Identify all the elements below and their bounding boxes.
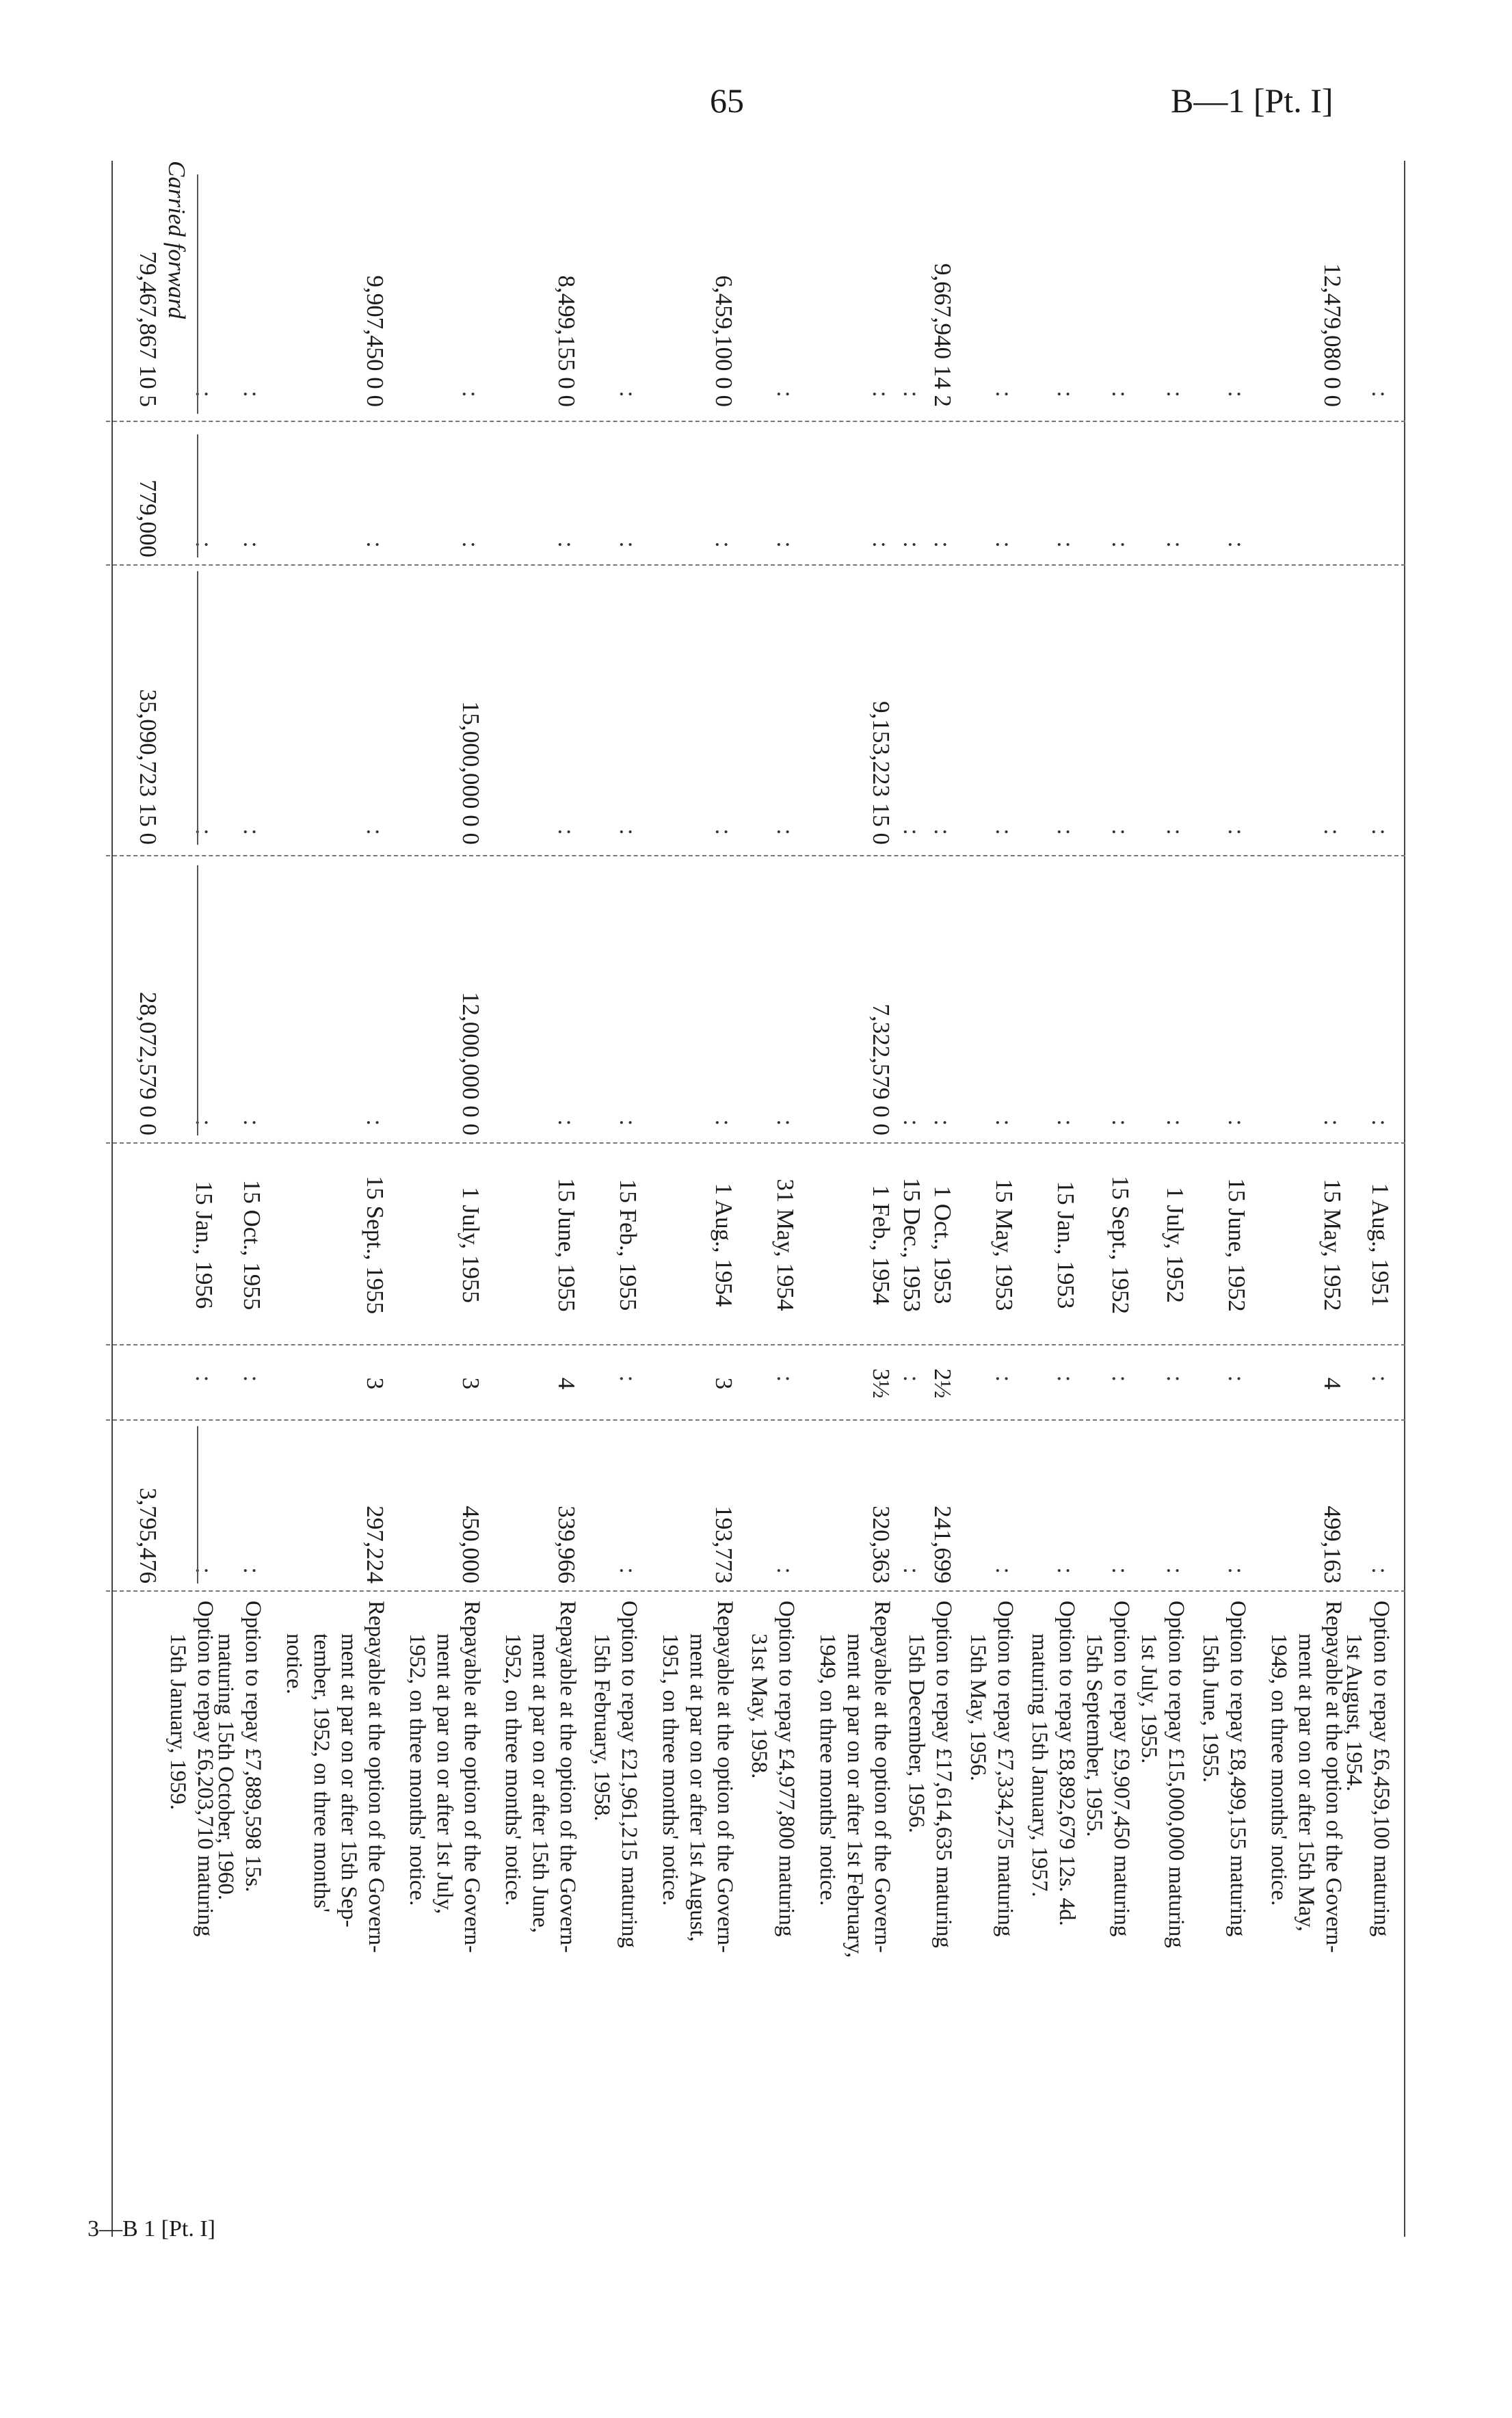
cell-remarks	[964, 1601, 1019, 2226]
remarks-line: Option to repay £6,459,100 maturing	[1369, 1601, 1394, 1937]
remarks-line: notice.	[282, 1633, 306, 1694]
cell-c1: 9,907,450 0 0	[362, 275, 388, 407]
cell-c7: :	[772, 1567, 799, 1583]
cell-c5: 1 Aug., 1954	[711, 1183, 737, 1307]
cell-remarks	[656, 1601, 739, 2226]
total-annual-charge: 3,795,476	[135, 1488, 161, 1583]
cell-c5: 1 Aug., 1951	[1367, 1183, 1394, 1307]
remarks-line: 1st July, 1955.	[1137, 1633, 1161, 1764]
cell-c2: :	[1052, 541, 1079, 557]
cell-c6: 3	[457, 1377, 484, 1390]
cell-c3: :	[772, 828, 799, 845]
cell-remarks	[164, 1601, 219, 2226]
remarks-line: Option to repay £7,334,275 maturing	[993, 1601, 1018, 1937]
cell-c4: :	[615, 1119, 641, 1135]
total-column-1: 79,467,867 10 5	[135, 251, 161, 407]
column-divider	[106, 564, 1405, 566]
footer-reference: 3—B 1 [Pt. I]	[88, 2216, 215, 2242]
cell-c3: :	[362, 828, 388, 845]
cell-c6: :	[1162, 1375, 1189, 1392]
cell-c4: :	[1162, 1119, 1189, 1135]
remarks-line: maturing 15th January, 1957.	[1027, 1633, 1052, 1897]
cell-c2: :	[1223, 541, 1250, 557]
cell-c1: :	[1367, 391, 1394, 407]
cell-c6: 4	[1319, 1377, 1346, 1390]
cell-remarks	[1080, 1601, 1135, 2226]
cell-c5: 15 Sept., 1955	[362, 1175, 388, 1315]
remarks-line: Repayable at the option of the Govern-	[1321, 1601, 1346, 1953]
remarks-line: 1949, on three months' notice.	[815, 1633, 840, 1906]
cell-c4: :	[1223, 1119, 1250, 1135]
cell-c2: :	[899, 541, 925, 557]
cell-c4: :	[929, 1119, 956, 1135]
cell-c3: :	[615, 828, 641, 845]
cell-c6: :	[991, 1375, 1018, 1392]
cell-c5: 15 Dec., 1953	[899, 1177, 925, 1313]
cell-c7: :	[1223, 1567, 1250, 1583]
remarks-line: Option to repay £7,889,598 15s.	[241, 1601, 265, 1893]
cell-c7: :	[615, 1567, 641, 1583]
cell-c4: 7,322,579 0 0	[868, 1003, 894, 1135]
cell-c5: 15 Feb., 1955	[615, 1179, 641, 1311]
cell-c6: 3½	[868, 1368, 894, 1399]
cell-c4: :	[239, 1119, 265, 1135]
cell-c4: :	[1319, 1119, 1346, 1135]
total-column-2: 779,000	[135, 479, 161, 557]
remarks-line: 1952, on three months' notice.	[501, 1633, 525, 1906]
cell-c5: 15 June, 1952	[1223, 1178, 1250, 1312]
cell-c1: :	[239, 391, 265, 407]
remarks-line: Option to repay £6,203,710 maturing	[193, 1601, 217, 1937]
cell-c2: :	[191, 541, 217, 557]
cell-c7: 297,224	[362, 1506, 388, 1583]
cell-c7: :	[1367, 1567, 1394, 1583]
table-bottom-rule	[111, 161, 113, 2237]
cell-c4: :	[711, 1119, 737, 1135]
cell-c7: 241,699	[929, 1506, 956, 1583]
cell-c3: :	[1319, 828, 1346, 845]
cell-c5: 1 Feb., 1954	[868, 1185, 894, 1305]
cell-c7: :	[1107, 1567, 1134, 1583]
cell-c1: :	[1052, 391, 1079, 407]
cell-c5: 15 Jan., 1953	[1052, 1181, 1079, 1309]
cell-c3: :	[1107, 828, 1134, 845]
cell-c4: :	[991, 1119, 1018, 1135]
cell-remarks	[588, 1601, 643, 2226]
cell-c5: 15 May, 1952	[1319, 1179, 1346, 1311]
cell-c1: 12,479,080 0 0	[1319, 263, 1346, 407]
cell-c5: 1 Oct., 1953	[929, 1185, 956, 1304]
cell-c7: :	[1162, 1567, 1189, 1583]
cell-c1: :	[1162, 391, 1189, 407]
cell-c7: 499,163	[1319, 1506, 1346, 1583]
cell-c4: :	[772, 1119, 799, 1135]
cell-c4: :	[1367, 1119, 1394, 1135]
cell-c7: :	[1052, 1567, 1079, 1583]
cell-c3: :	[1052, 828, 1079, 845]
cell-remarks	[1265, 1601, 1347, 2226]
remarks-line: ment at par on or after 15th June,	[528, 1633, 553, 1934]
remarks-line: 15th September, 1955.	[1082, 1633, 1106, 1837]
cell-c3: :	[553, 828, 580, 845]
cell-c7: :	[899, 1567, 925, 1583]
cell-c6: :	[1107, 1375, 1134, 1392]
cell-c2: :	[1162, 541, 1189, 557]
cell-remarks	[280, 1601, 390, 2226]
column-divider	[106, 1142, 1405, 1144]
remarks-line: 15th May, 1956.	[966, 1633, 990, 1782]
column-divider	[106, 421, 1405, 422]
remarks-line: ment at par on or after 15th Sep-	[336, 1633, 361, 1928]
remarks-line: Option to repay £4,977,800 maturing	[774, 1601, 799, 1937]
remarks-line: ment at par on or after 1st July,	[432, 1633, 457, 1915]
cell-c7: 339,966	[553, 1506, 580, 1583]
remarks-line: Option to repay £15,000,000 maturing	[1164, 1601, 1189, 1948]
cell-c3: :	[899, 828, 925, 845]
cell-c5: 15 June, 1955	[553, 1178, 580, 1312]
remarks-line: maturing 15th October, 1960.	[213, 1633, 238, 1901]
cell-c4: 12,000,000 0 0	[457, 992, 484, 1135]
total-rule	[197, 865, 198, 1135]
cell-c2: :	[772, 541, 799, 557]
cell-c3: :	[239, 828, 265, 845]
cell-c4: :	[1107, 1119, 1134, 1135]
cell-c2: :	[711, 541, 737, 557]
cell-c2: :	[239, 541, 265, 557]
total-rule	[197, 1426, 198, 1583]
cell-remarks	[745, 1601, 800, 2226]
cell-c7: 450,000	[457, 1506, 484, 1583]
cell-c1: 6,459,100 0 0	[711, 275, 737, 407]
cell-c2: :	[457, 541, 484, 557]
cell-remarks	[403, 1601, 486, 2226]
cell-c6: :	[1223, 1375, 1250, 1392]
remarks-line: 15th June, 1955.	[1198, 1633, 1223, 1783]
cell-c7: 193,773	[711, 1506, 737, 1583]
remarks-line: Option to repay £17,614,635 maturing	[931, 1601, 956, 1948]
cell-c5: 15 Jan., 1956	[191, 1181, 217, 1309]
cell-c6: :	[772, 1375, 799, 1392]
cell-c6: :	[615, 1375, 641, 1392]
cell-c2: :	[615, 541, 641, 557]
loans-table	[106, 161, 1405, 2237]
remarks-line: 15th January, 1959.	[165, 1633, 190, 1811]
cell-c2: :	[1107, 541, 1134, 557]
cell-remarks	[1197, 1601, 1251, 2226]
column-divider	[106, 855, 1405, 856]
cell-c6: :	[1367, 1375, 1394, 1392]
cell-remarks	[499, 1601, 581, 2226]
cell-c1: :	[868, 391, 894, 407]
remarks-line: 1952, on three months' notice.	[405, 1633, 429, 1906]
cell-c3: :	[991, 828, 1018, 845]
carried-forward-label: Carried forward	[163, 161, 190, 319]
cell-c3: :	[191, 828, 217, 845]
cell-c6: 3	[362, 1377, 388, 1390]
remarks-line: 1st August, 1954.	[1342, 1633, 1366, 1792]
remarks-line: tember, 1952, on three months'	[309, 1633, 334, 1913]
cell-c4: :	[191, 1119, 217, 1135]
cell-c6: 2½	[929, 1368, 956, 1399]
remarks-line: 1951, on three months' notice.	[658, 1633, 682, 1906]
page-number: 65	[710, 81, 744, 120]
cell-c3: :	[1162, 828, 1189, 845]
cell-remarks	[212, 1601, 267, 2226]
cell-c6: 4	[553, 1377, 580, 1390]
total-column-3: 35,090,723 15 0	[135, 689, 161, 845]
cell-c4: :	[553, 1119, 580, 1135]
total-column-4: 28,072,579 0 0	[135, 992, 161, 1135]
cell-c5: 31 May, 1954	[772, 1179, 799, 1311]
cell-c7: :	[239, 1567, 265, 1583]
remarks-line: ment at par on or after 1st February,	[843, 1633, 867, 1958]
column-divider	[106, 1590, 1405, 1592]
cell-c1: :	[191, 391, 217, 407]
remarks-line: Repayable at the option of the Govern-	[870, 1601, 894, 1953]
table-top-rule	[1404, 161, 1405, 2237]
cell-c7: 320,363	[868, 1506, 894, 1583]
cell-c3: :	[1367, 828, 1394, 845]
column-divider	[106, 1419, 1405, 1421]
cell-c3: :	[1223, 828, 1250, 845]
remarks-line: Option to repay £8,499,155 maturing	[1225, 1601, 1250, 1937]
cell-remarks	[814, 1601, 896, 2226]
remarks-line: Option to repay £9,907,450 maturing	[1109, 1601, 1134, 1937]
cell-c1: :	[1223, 391, 1250, 407]
remarks-line: Repayable at the option of the Govern-	[555, 1601, 580, 1953]
cell-c2: :	[929, 541, 956, 557]
remarks-line: 31st May, 1958.	[747, 1633, 771, 1779]
cell-c4: :	[899, 1119, 925, 1135]
cell-c6: :	[899, 1375, 925, 1392]
cell-remarks	[1026, 1601, 1080, 2226]
cell-c5: 15 Sept., 1952	[1107, 1175, 1134, 1315]
cell-c3: 9,153,223 15 0	[868, 701, 894, 845]
cell-c1: :	[1107, 391, 1134, 407]
remarks-line: ment at par on or after 1st August,	[685, 1633, 710, 1942]
cell-c5: 15 May, 1953	[991, 1179, 1018, 1311]
cell-c1: :	[991, 391, 1018, 407]
remarks-line: ment at par on or after 15th May,	[1294, 1633, 1318, 1932]
cell-c7: :	[991, 1567, 1018, 1583]
cell-c1: :	[457, 391, 484, 407]
total-rule	[197, 571, 198, 845]
cell-c5: 1 July, 1952	[1162, 1187, 1189, 1303]
cell-remarks	[1340, 1601, 1395, 2226]
remarks-line: Repayable at the option of the Govern-	[460, 1601, 484, 1953]
total-rule	[197, 434, 198, 557]
remarks-line: Option to repay £21,961,215 maturing	[617, 1601, 641, 1948]
remarks-line: 1949, on three months' notice.	[1266, 1633, 1291, 1906]
cell-c2: :	[553, 541, 580, 557]
remarks-line: Repayable at the option of the Govern-	[713, 1601, 737, 1953]
cell-c2: :	[991, 541, 1018, 557]
remarks-line: 15th February, 1958.	[589, 1633, 614, 1822]
cell-c5: 15 Oct., 1955	[239, 1179, 265, 1311]
cell-c4: :	[362, 1119, 388, 1135]
remarks-line: Option to repay £8,892,679 12s. 4d.	[1055, 1601, 1079, 1926]
cell-remarks	[1135, 1601, 1190, 2226]
remarks-line: 15th December, 1956.	[904, 1633, 929, 1833]
cell-c6: 3	[711, 1377, 737, 1390]
cell-c2: :	[362, 541, 388, 557]
cell-c7: :	[191, 1567, 217, 1583]
cell-c6: :	[191, 1375, 217, 1392]
cell-c3: 15,000,000 0 0	[457, 701, 484, 845]
cell-remarks	[903, 1601, 957, 2226]
cell-c1: :	[772, 391, 799, 407]
cell-c6: :	[239, 1375, 265, 1392]
column-divider	[106, 1344, 1405, 1345]
cell-c1: :	[615, 391, 641, 407]
cell-c2: :	[868, 541, 894, 557]
document-reference: B—1 [Pt. I]	[1171, 81, 1334, 120]
cell-c1: 8,499,155 0 0	[553, 275, 580, 407]
cell-c5: 1 July, 1955	[457, 1187, 484, 1303]
cell-c6: :	[1052, 1375, 1079, 1392]
cell-c3: :	[929, 828, 956, 845]
cell-c3: :	[711, 828, 737, 845]
total-rule	[197, 174, 198, 414]
cell-c4: :	[1052, 1119, 1079, 1135]
cell-c1: :	[899, 391, 925, 407]
cell-c1: 9,667,940 14 2	[929, 263, 956, 407]
remarks-line: Repayable at the option of the Govern-	[364, 1601, 388, 1953]
